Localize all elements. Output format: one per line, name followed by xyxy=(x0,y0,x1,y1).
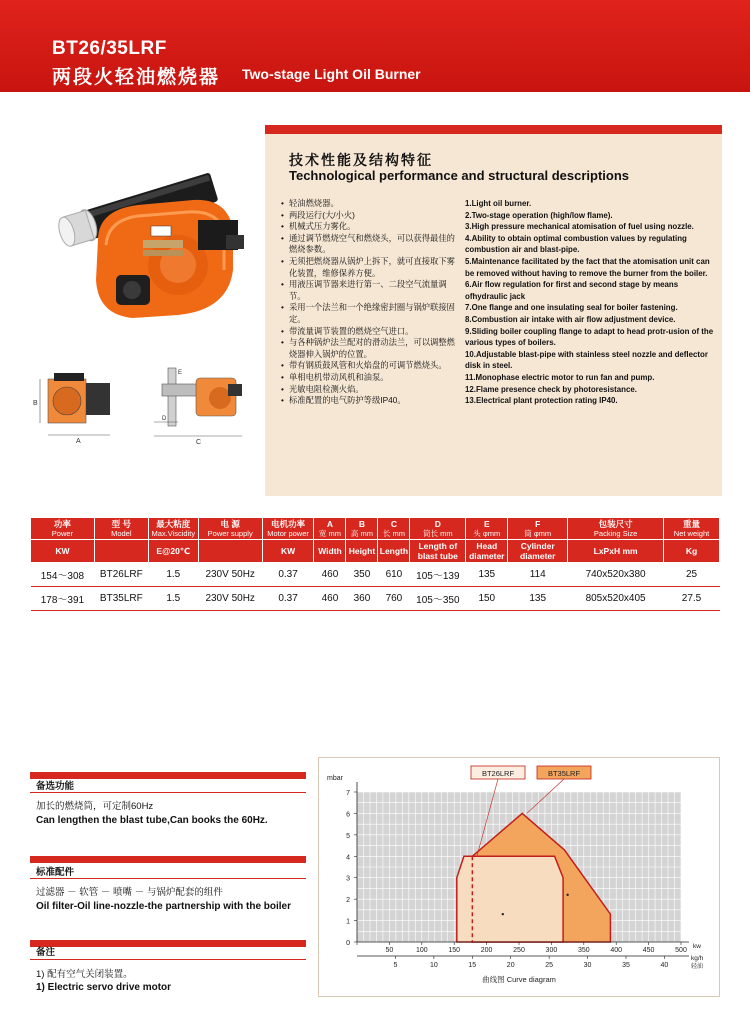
table-header-cn: 重量 xyxy=(683,519,701,529)
x-kw-tick-label: 400 xyxy=(610,947,623,954)
table-header xyxy=(262,518,314,540)
table-header xyxy=(378,518,410,540)
table-header-en: Packing Size xyxy=(593,529,638,538)
table-cell: 25 xyxy=(664,563,720,587)
features-title-en: Technological performance and structural descriptions xyxy=(289,168,629,183)
table-header-unit xyxy=(94,540,148,563)
table-header-en: Power xyxy=(51,529,74,538)
burner-product-image xyxy=(28,150,258,325)
table-cell: 105～139 xyxy=(410,563,466,587)
option-divider-1 xyxy=(30,792,306,793)
legend-bt35lrf-label: BT35LRF xyxy=(547,769,581,778)
option-en-2: Oil filter-Oil line-nozzle-the partnership with the boiler xyxy=(36,901,292,912)
table-header-cn: 最大粘度 xyxy=(156,519,191,529)
feature-cn-item: • 与各种锅炉法兰配对的滑动法兰，可以调整燃烧器伸入锅炉的位置。 xyxy=(281,337,461,360)
table-header xyxy=(31,518,95,540)
table-header xyxy=(568,518,664,540)
table-header-en: 高 mm xyxy=(350,529,373,538)
table-header-cn: 包装尺寸 xyxy=(598,519,633,529)
option-cn-3: 1) 配有空气关闭装置。 xyxy=(36,969,133,980)
feature-cn-item: • 机械式压力雾化。 xyxy=(281,221,461,233)
option-title-3: 备注 xyxy=(36,947,56,958)
features-accent-bar xyxy=(265,125,722,134)
table-header-en: Net weight xyxy=(673,529,710,538)
dim-label-b: B xyxy=(33,400,38,407)
table-cell: 805x520x405 xyxy=(568,587,664,611)
features-panel xyxy=(265,134,722,496)
table-header-unit: Head diameter xyxy=(466,540,508,563)
feature-cn-item: • 带流量调节装置的燃烧空气进口。 xyxy=(281,326,461,338)
table-cell: 760 xyxy=(378,587,410,611)
y-tick-label: 2 xyxy=(346,897,350,905)
table-header-en: 筒 φmm xyxy=(524,529,552,538)
table-header-en: 筒长 mm xyxy=(423,529,453,538)
feature-cn-item: • 单相电机带动风机和油泵。 xyxy=(281,372,461,384)
x-axis-unit-kw: kw xyxy=(693,943,701,950)
x-kw-tick-label: 500 xyxy=(675,947,687,954)
table-header-unit: LxPxH mm xyxy=(568,540,664,563)
feature-en-item: 8.Combustion air intake with air flow adjustment device. xyxy=(465,314,676,324)
table-cell: 0.37 xyxy=(262,563,314,587)
x-kw-tick-label: 200 xyxy=(480,947,493,954)
table-cell: 740x520x380 xyxy=(568,563,664,587)
dimension-drawing-side xyxy=(148,362,253,446)
table-header-en: 头 φmm xyxy=(473,529,501,538)
feature-en-item: 9.Sliding boiler coupling flange to adapt to head protr-usion of the various types of boilers. xyxy=(465,326,714,348)
table-cell: 1.5 xyxy=(148,563,198,587)
table-header-cn: D xyxy=(434,519,441,529)
feature-cn-item: • 采用一个法兰和一个绝缘密封圈与锅炉联接固定。 xyxy=(281,302,461,325)
table-cell: BT26LRF xyxy=(94,563,148,587)
series-point-bt35lrf xyxy=(566,894,568,896)
table-header-unit: Height xyxy=(346,540,378,563)
y-axis-label: mbar xyxy=(327,775,343,782)
chart-caption: 曲线图 Curve diagram xyxy=(482,975,556,984)
option-bar-3 xyxy=(30,940,306,947)
feature-en-item: 5.Maintenance facilitated by the fact that the atomisation unit can be removed without having to remove the burner from the boiler. xyxy=(465,256,710,278)
feature-en-item: 10.Adjustable blast-pipe with stainless steel nozzle and deflector disk in steel. xyxy=(465,349,708,371)
table-header xyxy=(466,518,508,540)
dim-label-c: C xyxy=(196,439,202,446)
table-row xyxy=(31,587,720,611)
feature-en-item: 7.One flange and one insulating seal for boiler fastening. xyxy=(465,303,678,313)
table-cell: 1.5 xyxy=(148,587,198,611)
table-header xyxy=(314,518,346,540)
table-header-cn: 电 源 xyxy=(220,519,240,529)
y-tick-label: 4 xyxy=(346,854,350,862)
option-en-3: 1) Electric servo drive motor xyxy=(36,982,172,993)
x-kgh-tick-label: 10 xyxy=(429,962,438,969)
title-en: Two-stage Light Oil Burner xyxy=(242,66,421,82)
feature-en-item: 6.Air flow regulation for first and second stage by means ofhydraulic jack xyxy=(465,280,679,301)
option-bar-2 xyxy=(30,856,306,863)
x-kw-tick-label: 450 xyxy=(642,947,655,954)
table-header-unit: Length xyxy=(378,540,410,563)
table-header-unit: KW xyxy=(31,540,95,563)
table-header xyxy=(508,518,568,540)
feature-cn-item: • 光敏电阻检测火焰。 xyxy=(281,384,461,396)
curve-diagram-chart xyxy=(319,758,719,996)
x-kw-tick-label: 100 xyxy=(415,947,428,954)
table-cell: 135 xyxy=(508,587,568,611)
x-kw-tick-label: 300 xyxy=(545,947,558,954)
x-kw-tick-label: 150 xyxy=(448,947,461,954)
table-header xyxy=(198,518,262,540)
dim-label-e: E xyxy=(178,370,183,376)
y-tick-label: 5 xyxy=(346,832,350,840)
table-header-unit: Kg xyxy=(664,540,720,563)
feature-cn-item: • 两段运行(大/小火) xyxy=(281,210,461,222)
y-tick-label: 1 xyxy=(346,918,350,926)
table-cell: 360 xyxy=(346,587,378,611)
feature-cn-item: • 标准配置的电气防护等级IP40。 xyxy=(281,395,461,407)
feature-en-item: 4.Ability to obtain optimal combustion values by regulating combustion air and blast-pipe. xyxy=(465,233,687,255)
features-list-cn xyxy=(281,198,461,407)
model-title: BT26/35LRF xyxy=(52,38,167,59)
table-header-cn: B xyxy=(358,519,365,529)
x-kgh-tick-label: 15 xyxy=(468,962,477,969)
table-header xyxy=(410,518,466,540)
x-kgh-tick-label: 40 xyxy=(660,962,669,969)
x-kgh-tick-label: 20 xyxy=(506,962,515,969)
x-axis-unit-cn: 轻油 xyxy=(691,964,704,970)
table-header-cn: C xyxy=(390,519,397,529)
table-cell: BT35LRF xyxy=(94,587,148,611)
y-tick-label: 7 xyxy=(346,790,350,797)
feature-en-item: 13.Electrical plant protection rating IP40. xyxy=(465,396,618,406)
table-cell: 460 xyxy=(314,587,346,611)
x-kgh-tick-label: 35 xyxy=(622,962,630,969)
table-row xyxy=(31,563,720,587)
table-cell: 135 xyxy=(466,563,508,587)
table-cell: 350 xyxy=(346,563,378,587)
table-header-en: Max.Viscidity xyxy=(151,529,196,538)
x-kw-tick-label: 350 xyxy=(577,947,590,954)
table-header-cn: 型 号 xyxy=(111,519,131,529)
feature-cn-item: • 通过调节燃烧空气和燃烧头，可以获得最佳的燃烧参数。 xyxy=(281,233,461,256)
table-header xyxy=(346,518,378,540)
table-header-cn: 功率 xyxy=(53,519,71,529)
table-header-unit xyxy=(198,540,262,563)
y-tick-label: 6 xyxy=(346,811,350,819)
specs-table xyxy=(30,517,720,611)
feature-cn-item: • 轻油燃烧器。 xyxy=(281,198,461,210)
option-divider-3 xyxy=(30,959,306,960)
table-header-unit: Cylinder diameter xyxy=(508,540,568,563)
table-header-en: Model xyxy=(111,529,132,538)
feature-cn-item: • 无须把燃烧器从锅炉上拆下，就可直接取下雾化装置，维修保养方便。 xyxy=(281,256,461,279)
option-en-1: Can lengthen the blast tube,Can books the 60Hz. xyxy=(36,815,268,826)
table-header-en: Motor power xyxy=(267,529,309,538)
curve-diagram-panel xyxy=(318,757,720,997)
features-title-cn: 技术性能及结构特征 xyxy=(289,152,433,168)
table-header-unit: KW xyxy=(262,540,314,563)
x-kgh-tick-label: 5 xyxy=(393,962,398,969)
table-header xyxy=(664,518,720,540)
table-header-unit: E@20℃ xyxy=(148,540,198,563)
features-list-en xyxy=(465,198,717,407)
table-header xyxy=(94,518,148,540)
table-header-en: Power supply xyxy=(207,529,253,538)
table-cell: 178～391 xyxy=(31,587,95,611)
table-cell: 230V 50Hz xyxy=(198,587,262,611)
table-cell: 154～308 xyxy=(31,563,95,587)
option-title-1: 备选功能 xyxy=(36,781,75,792)
dim-label-d: D xyxy=(162,416,167,422)
title-cn: 两段火轻油燃烧器 xyxy=(52,67,221,88)
feature-cn-item: • 用液压调节器来进行第一、二段空气流量调节。 xyxy=(281,279,461,302)
table-header-cn: F xyxy=(535,519,541,529)
table-header-cn: A xyxy=(326,519,334,529)
feature-en-item: 1.Light oil burner. xyxy=(465,199,532,208)
table-cell: 610 xyxy=(378,563,410,587)
feature-en-item: 2.Two-stage operation (high/low flame). xyxy=(465,210,613,220)
table-cell: 150 xyxy=(466,587,508,611)
x-kgh-tick-label: 25 xyxy=(545,962,554,969)
x-kw-tick-label: 250 xyxy=(513,947,525,954)
y-tick-label: 0 xyxy=(346,940,350,947)
x-axis-unit-kgh: kg/h xyxy=(691,955,704,962)
table-cell: 114 xyxy=(508,563,568,587)
option-title-2: 标准配件 xyxy=(36,867,75,878)
table-header-cn: E xyxy=(483,519,490,529)
table-header-en: 长 mm xyxy=(382,529,405,538)
feature-en-item: 3.High pressure mechanical atomisation of fuel using nozzle. xyxy=(465,222,694,232)
table-header-unit: Width xyxy=(314,540,346,563)
table-header-en: 宽 mm xyxy=(318,529,342,538)
series-point-bt26lrf xyxy=(502,913,504,915)
feature-en-item: 11.Monophase electric motor to run fan and pump. xyxy=(465,372,655,382)
feature-cn-item: • 带有钢质鼓风管和火焰盘的可调节燃烧头。 xyxy=(281,360,461,372)
x-kgh-tick-label: 30 xyxy=(583,962,592,969)
legend-bt26lrf-label: BT26LRF xyxy=(481,769,515,778)
dimension-drawing-front xyxy=(30,365,140,445)
table-cell: 27.5 xyxy=(664,587,720,611)
option-divider-2 xyxy=(30,878,306,879)
option-cn-2: 过滤器 － 软管 － 喷嘴 － 与锅炉配套的组件 xyxy=(36,887,223,898)
x-kw-tick-label: 50 xyxy=(385,947,394,954)
table-header xyxy=(148,518,198,540)
table-header-unit: Length of blast tube xyxy=(410,540,466,563)
y-tick-label: 3 xyxy=(346,875,350,883)
header-banner xyxy=(0,0,750,92)
table-cell: 105～350 xyxy=(410,587,466,611)
table-cell: 230V 50Hz xyxy=(198,563,262,587)
option-cn-1: 加长的燃烧筒，可定制60Hz xyxy=(36,801,154,812)
feature-en-item: 12.Flame presence check by photoresistance. xyxy=(465,384,637,394)
table-cell: 0.37 xyxy=(262,587,314,611)
table-header-cn: 电机功率 xyxy=(271,519,306,529)
table-cell: 460 xyxy=(314,563,346,587)
dim-label-a: A xyxy=(76,438,81,445)
